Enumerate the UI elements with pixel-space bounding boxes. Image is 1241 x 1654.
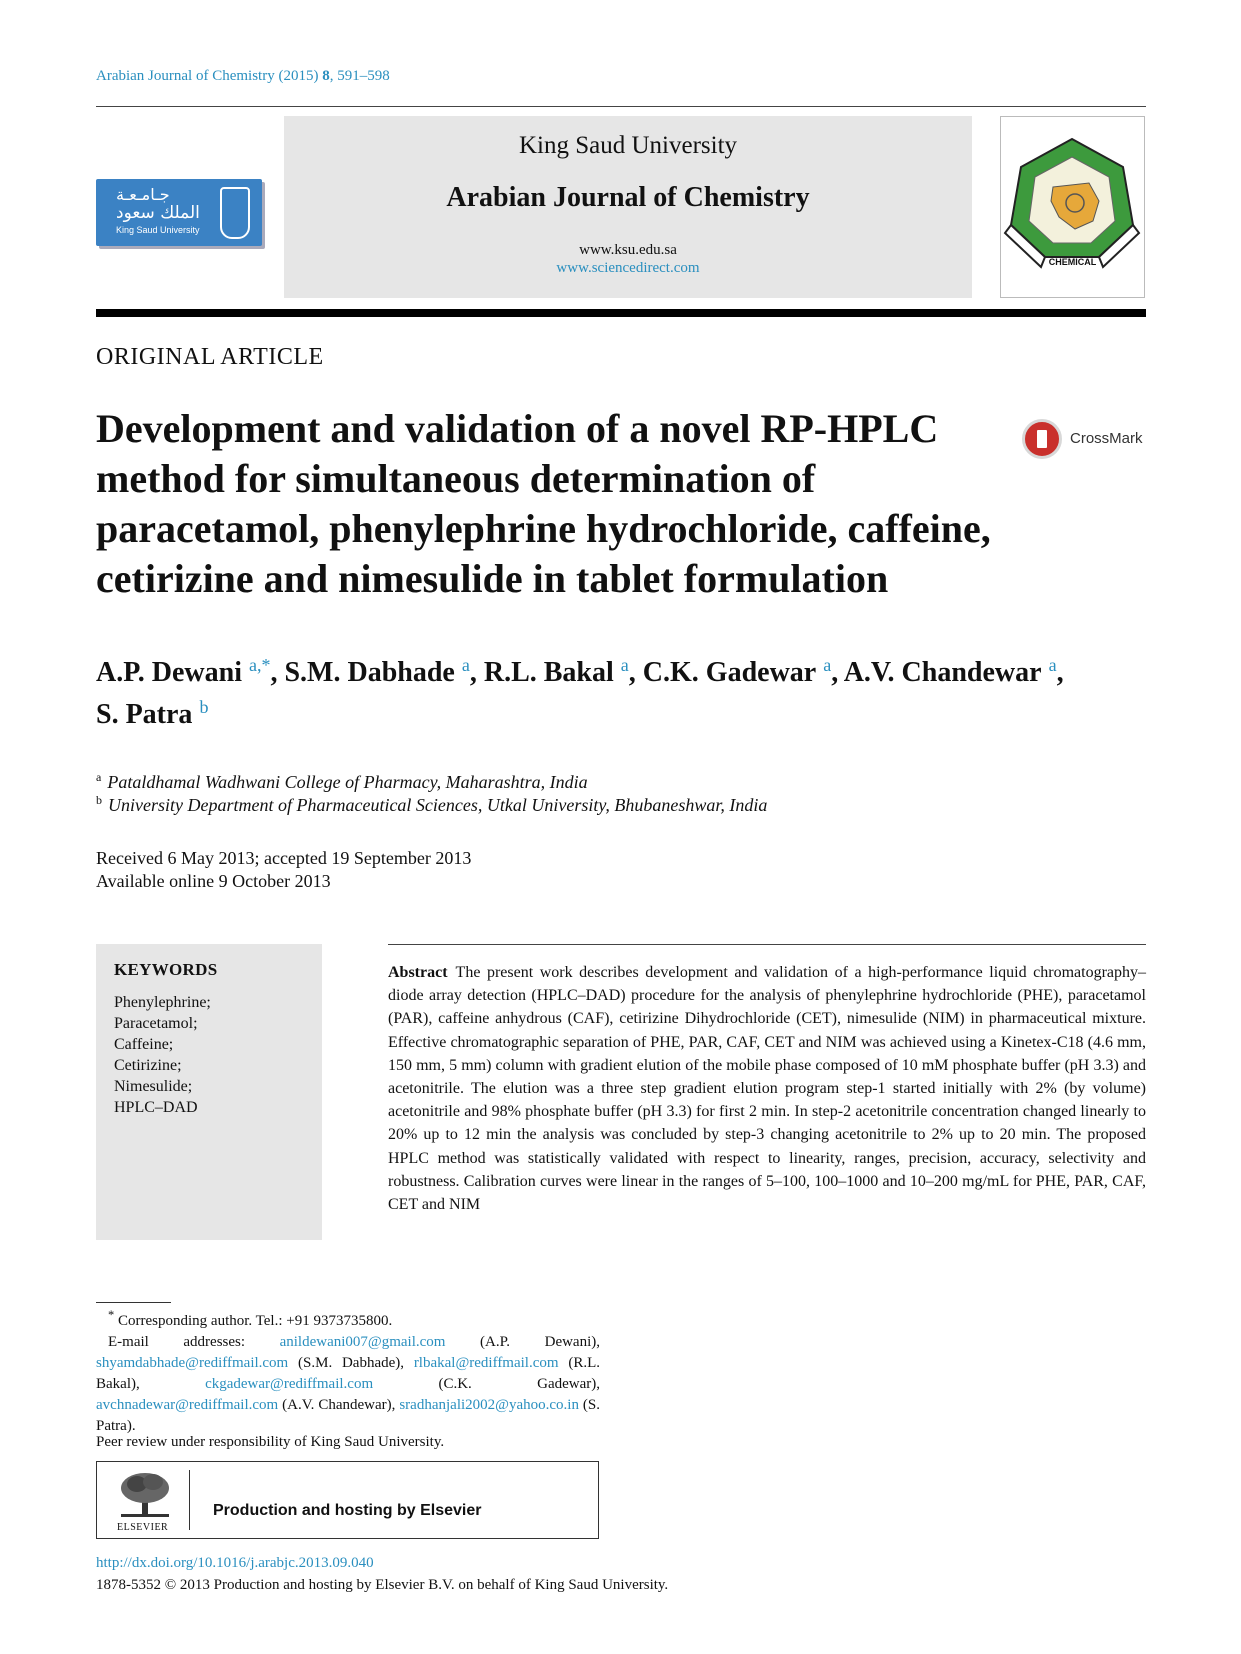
crossmark-label: CrossMark [1070, 430, 1143, 447]
footnotes [96, 1305, 600, 1437]
doi-link[interactable]: http://dx.doi.org/10.1016/j.arabjc.2013.09.040 [96, 1555, 374, 1571]
elsevier-divider [189, 1470, 190, 1530]
email-addresses: E-mail addresses: anildewani007@gmail.com (A.P. Dewani), shyamdabhade@rediffmail.com (S.M. Dabhade), rlbakal@rediffmail.com (R.L. Bakal), ckgadewar@rediffmail.com (C.K. Gadewar), avchnadewar@rediffmail.com (A.V. Chandewar), sradhanjali2002@yahoo.co.in (S. Patra). [96, 1334, 601, 1434]
journal-ref-prefix: Arabian Journal of Chemistry (2015) [96, 68, 323, 84]
online-date: Available online 9 October 2013 [96, 871, 331, 891]
keyword: Phenylephrine; [114, 994, 211, 1011]
author-affil-mark[interactable]: a [1048, 655, 1057, 675]
author-list: A.P. Dewani $^{a,*}$, S.M. Dabhade $^a$, R.L. Bakal $^a$, C.K. Gadewar $^a$, A.V. Chandewar $^a$, S. Patra $^b$ [96, 655, 1064, 730]
copyright: 1878-5352 © 2013 Production and hosting by Elsevier B.V. on behalf of King Saud University. [96, 1577, 669, 1593]
email-link[interactable]: anildewani007@gmail.com [279, 1334, 446, 1350]
saudi-chemical-society-logo [1000, 116, 1145, 298]
keywords-heading: KEYWORDS [114, 960, 218, 979]
sciencedirect-url[interactable]: www.sciencedirect.com [556, 260, 700, 276]
affiliation-b: $^b$ University Department of Pharmaceutical Sciences, Utkal University, Bhubaneshwar, India [96, 793, 768, 815]
ksu-emblem-icon [220, 187, 250, 239]
crossmark-icon [1022, 419, 1062, 459]
abstract [388, 961, 1146, 1216]
journal-banner [284, 116, 972, 298]
keyword: Cetirizine; [114, 1057, 182, 1074]
ksu-logo-arabic-1: جـامـعـة [116, 185, 170, 204]
university-name: King Saud University [518, 132, 738, 159]
journal-volume: 8 [322, 68, 330, 84]
keywords-list [114, 992, 211, 1118]
author-name: R.L. Bakal [483, 657, 614, 688]
email-link[interactable]: rlbakal@rediffmail.com [413, 1355, 559, 1371]
keyword: HPLC–DAD [114, 1099, 198, 1116]
ksu-logo-arabic-2: الملك سعود [116, 203, 200, 223]
footnote-divider [96, 1302, 171, 1303]
society-hexagon-icon [1001, 117, 1144, 297]
journal-name: Arabian Journal of Chemistry [446, 182, 810, 213]
author-affil-mark[interactable]: a [461, 655, 470, 675]
ksu-logo-english: King Saud University [116, 225, 200, 235]
corresponding-author-note: * Corresponding author. Tel.: +91 9373735800. [108, 1308, 393, 1329]
society-logo-label: CHEMICAL [1048, 257, 1097, 267]
elsevier-banner [96, 1461, 599, 1539]
author-name: S. Patra [96, 699, 193, 730]
keyword: Caffeine; [114, 1036, 174, 1053]
article-type: ORIGINAL ARTICLE [96, 344, 324, 370]
crossmark-badge[interactable] [1022, 416, 1152, 466]
abstract-label: Abstract [388, 964, 448, 981]
email-link[interactable]: sradhanjali2002@yahoo.co.in [399, 1397, 579, 1413]
keyword: Paracetamol; [114, 1015, 198, 1032]
abstract-text: The present work describes development and validation of a high-performance liquid chromatography–diode array detection (HPLC–DAD) procedure for the analysis of phenylephrine hydrochloride (PHE), paracetamol (PAR), caffeine anhydrous (CAF), cetirizine Dihydrochloride (CET), nimesulide (NIM) in pharmaceutical mixture. Effective chromatographic separation of PHE, PAR, CAF, CET and NIM was achieved using a Kinetex-C18 (4.6 mm, 150 mm, 5 mm) column with gradient elution of the mobile phase composed of 10 mM phosphate buffer (pH 3.3) and acetonitrile. The elution was a three step gradient elution program step-1 started initially with 2% (by volume) acetonitrile and 98% phosphate buffer (pH 3.3) for first 2 min. In step-2 acetonitrile concentration changed linearly to 20% up to 12 min the analysis was concluded by step-3 changing acetonitrile to 2% up to 20 min. The proposed HPLC method was statistically validated with respect to linearity, ranges, precision, accuracy, selectivity and robustness. Calibration curves were linear in the ranges of 5–100, 100–1000 and 10–200 mg/mL for PHE, PAR, CAF, CET and NIM [388, 964, 1146, 1214]
article-title: Development and validation of a novel RP-HPLC method for simultaneous determination of paracetamol, phenylephrine hydrochloride, caffeine, cetirizine and nimesulide in tablet formulation [96, 406, 991, 601]
elsevier-name: ELSEVIER [117, 1522, 169, 1533]
elsevier-hosting-text: Production and hosting by Elsevier [213, 1502, 482, 1519]
affiliation-a: $^a$ Pataldhamal Wadhwani College of Pharmacy, Maharashtra, India [96, 770, 588, 792]
journal-reference[interactable] [96, 68, 390, 85]
peer-review-note: Peer review under responsibility of King Saud University. [96, 1434, 445, 1450]
author-affil-mark[interactable]: b [199, 697, 209, 717]
author-name: C.K. Gadewar [642, 657, 817, 688]
email-link[interactable]: avchnadewar@rediffmail.com [96, 1397, 279, 1413]
email-link[interactable]: shyamdabhade@rediffmail.com [96, 1355, 289, 1371]
ksu-logo [96, 179, 262, 246]
abstract-divider [388, 944, 1146, 945]
ksu-url[interactable]: www.ksu.edu.sa [579, 242, 677, 258]
header-thick-rule [96, 309, 1146, 317]
author-affil-mark[interactable]: a [823, 655, 832, 675]
top-divider [96, 106, 1146, 107]
author-affil-mark[interactable]: a,* [248, 655, 271, 675]
received-date: Received 6 May 2013; accepted 19 September 2013 [96, 848, 472, 868]
author-name: S.M. Dabhade [284, 657, 455, 688]
journal-pages: , 591–598 [329, 68, 390, 84]
email-link[interactable]: ckgadewar@rediffmail.com [205, 1376, 374, 1392]
keywords-box [96, 944, 322, 1240]
elsevier-tree-icon [117, 1470, 173, 1518]
author-affil-mark[interactable]: a [620, 655, 629, 675]
author-name: A.P. Dewani [96, 657, 242, 688]
author-name: A.V. Chandewar [843, 657, 1042, 688]
keyword: Nimesulide; [114, 1078, 193, 1095]
